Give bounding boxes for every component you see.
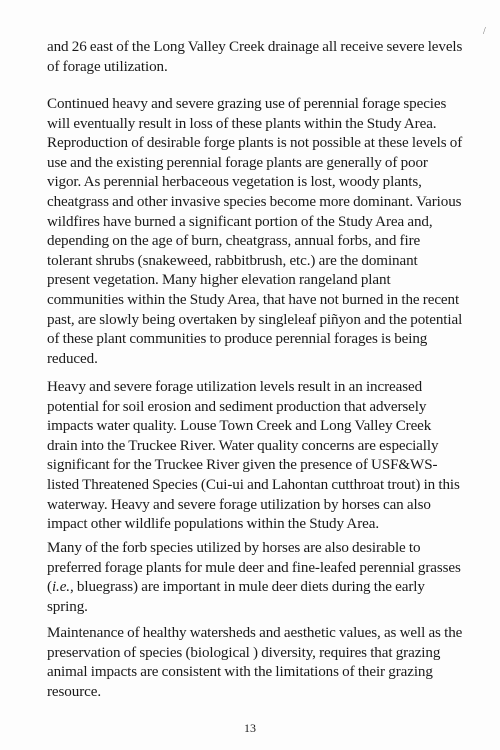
paragraph-5 bbox=[47, 624, 463, 702]
paragraph-4-text bbox=[47, 539, 463, 617]
paragraph-3-text: Heavy and severe forage utilization levels result in an increased potential for soil erosion and sediment production that adversely impacts water quality. Louse Town Creek and Long Valley Creek drain into the Truckee River. Water quality concerns are especially significant for the Truckee River given the presence of USF&WS-listed Threatened Species (Cui-ui and Lahontan cutthroat trout) in this waterway. Heavy and severe forage utilization by horses can also impact other wildlife populations within the Study Area. bbox=[47, 379, 460, 533]
paragraph-1 bbox=[47, 38, 463, 77]
paragraph-3 bbox=[47, 378, 463, 535]
page-number: 13 bbox=[244, 721, 256, 735]
paragraph-2-text: Continued heavy and severe grazing use of perennial forage species will eventually result in loss of these plants within the Study Area. Reproduction of desirable forge plants is not possible at these levels of use and the existing perennial forage plants are generally of poor vigor. As perennial herbaceous vegetation is lost, woody plants, cheatgrass and other invasive species become more dominant. Various wildfires have burned a significant portion of the Study Area and, depending on the age of burn, cheatgrass, annual forbs, and fire tolerant shrubs (snakeweed, rabbitbrush, etc.) are the dominant present vegetation. Many higher elevation rangeland plant communities within the Study Area, that have not burned in the recent past, are slowly being overtaken by singleleaf piñyon and the potential of these plant communities to produce perennial forages is being reduced. bbox=[47, 96, 463, 367]
paragraph-4-text-after: , bluegrass) are important in mule deer diets during the early spring. bbox=[47, 579, 425, 615]
paragraph-2 bbox=[47, 95, 463, 369]
paragraph-4-text-before: Many of the forb species utilized by horses are also desirable to preferred forage plants for mule deer and fine-leafed perennial grasses ( bbox=[47, 540, 461, 596]
paragraph-5-text: Maintenance of healthy watersheds and aesthetic values, as well as the preservation of species (biological ) diversity, requires that grazing animal impacts are consistent with the limitations of their grazing resource. bbox=[47, 625, 463, 700]
paragraph-4-italic-abbrev: i.e. bbox=[51, 579, 70, 596]
paragraph-4 bbox=[47, 539, 463, 617]
scan-mark: / bbox=[483, 26, 486, 37]
paragraph-1-text: and 26 east of the Long Valley Creek drainage all receive severe levels of forage utilization. bbox=[47, 39, 463, 75]
